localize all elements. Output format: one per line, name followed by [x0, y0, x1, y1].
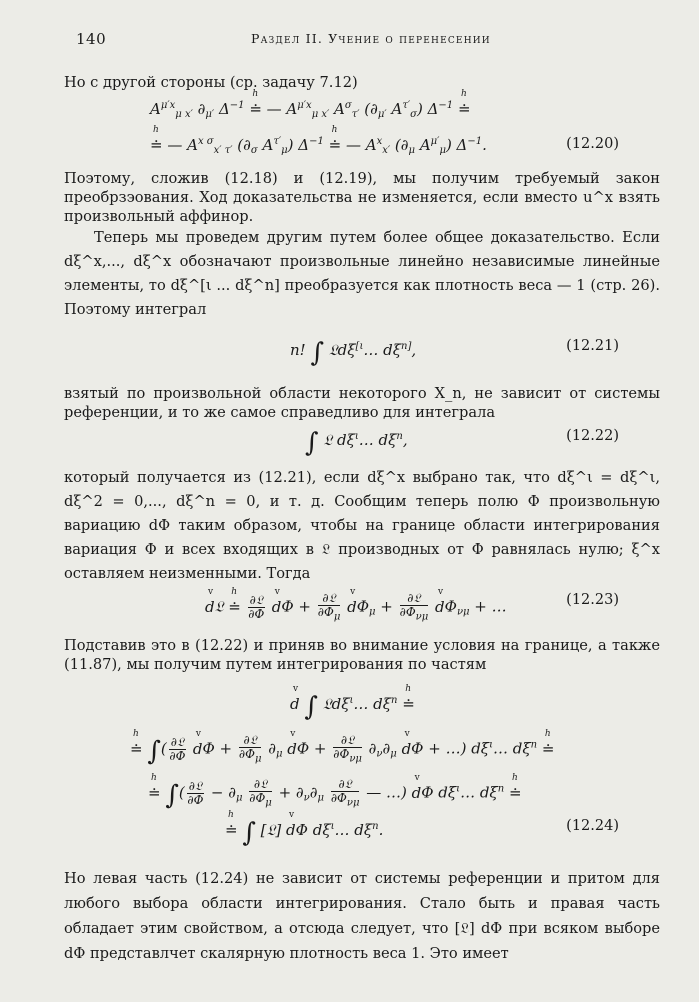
equation-12-24-line2: h ≐ ∫( $\frac{\text{∂𝔏}}{\partial\Phi}$ v dΦ + $\frac{\text{∂𝔏}}{\partial\Phi_\mu}$ $\partial_\mu$ v dΦ + $\frac{\text{∂𝔏}}{\partial\Phi_{\nu\mu}}$ $\partial_\nu\partial_\mu$ v dΦ + …) $d\xi^\iota\dots$ $d\xi^n$ h ≐: [130, 734, 554, 767]
equation-number-12-20: (12.20): [566, 136, 619, 152]
equation-12-24-line3: h ≐ ∫( $\frac{\text{∂𝔏}}{\partial\Phi}$ − $\partial_\mu$ $\frac{\text{∂𝔏}}{\partial\Phi_\mu}$ + $\partial_\nu\partial_\mu$ $\frac{\text{∂𝔏}}{\partial\Phi_{\nu\mu}}$ — …) v dΦ $d\xi^\iota\dots$ $d\xi^n$ h ≐: [148, 778, 522, 811]
equation-number-12-22: (12.22): [566, 428, 619, 444]
equation-12-22: ∫ 𝔏 $d\xi^\iota\dots$ $d\xi^n$, (12.22): [305, 428, 619, 458]
equation-12-21: n! ∫ 𝔏dξ$^{[\iota}$… $d\xi^{n]}$, (12.21): [290, 338, 619, 368]
paragraph-5: который получается из (12.21), если dξ^x выбрано так, что dξ^ι = dξ^ι, dξ^2 = 0,..., dξ^n = 0, и т. д. Сообщим теперь полю Φ произвольную вариацию dΦ таким образом, чтобы на границе области интегрирования вариация Φ и всех входящих в 𝔏 производных от Φ равнялась нулю; ξ^x оставляем неизменными. Тогда: [64, 469, 660, 582]
equation-number-12-23: (12.23): [566, 592, 619, 608]
equation-12-24-line1: v d ∫ 𝔏dξ$^\iota$… $d\xi^n$ h ≐: [290, 692, 415, 722]
equation-12-23: v d𝔏 h ≐ $\frac{\text{∂𝔏}}{\partial\Phi}$ v dΦ + $\frac{\text{∂𝔏}}{\partial\Phi_\mu}$ v $d\Phi_\mu$ + $\frac{\text{∂𝔏}}{\partial\Phi_{\nu\mu}}$ v $d\Phi_{\nu\mu}$ + … (12.23): [205, 592, 659, 623]
page-number: 140: [76, 30, 107, 48]
equation-12-20-line1: $A^{\mu'x}_{\mu x'}$ $\partial_{\mu'}$ $\Delta^{-1}$ h ≐ — $A^{\mu'x}_{\mu x'}$ $A^\sigma_{\tau'}$ ($\partial_{\mu'}$ $A^{\tau'}_\sigma$) $\Delta^{-1}$ h ≐: [150, 100, 471, 120]
paragraph-6: Подставив это в (12.22) и приняв во внимание условия на границе, а также (11.87), мы получим путем интегрирования по частям: [64, 637, 660, 673]
page-header: [76, 30, 659, 52]
paragraph-4: взятый по произвольной области некоторого X_n, не зависит от системы референции, и то же самое справедливо для интеграла: [64, 385, 660, 421]
equation-number-12-21: (12.21): [566, 338, 619, 354]
paragraph-7: Но левая часть (12.24) не зависит от системы референции и притом для любого выбора области интегрирования. Стало быть и правая часть обладает этим свойством, а отсюда следует, что [𝔏] dΦ при всяком выборе dΦ представлчет скалярную плотность веса 1. Это имеет: [64, 870, 660, 962]
running-head: Раздел II. Учение о перенесении: [251, 31, 491, 46]
paragraph-1: Но с другой стороны (ср. задачу 7.12): [64, 74, 358, 91]
equation-12-24-line4: h ≐ ∫ [𝔏] v dΦ $d\xi^\iota\dots$ $d\xi^n$. (12.24): [225, 818, 659, 848]
equation-number-12-24: (12.24): [566, 818, 619, 834]
paragraph-2: Поэтому, сложив (12.18) и (12.19), мы получим требуемый закон преобрзэования. Ход доказательства не изменяется, если вместо u^x взять произвольный аффинор.: [64, 170, 660, 225]
paragraph-3: Теперь мы проведем другим путем более общее доказательство. Если dξ^x,..., dξ^x обозначают произвольные линейно независимые линейные элементы, то dξ^[ι ... dξ^n] преобразуется как плотность веса — 1 (стр. 26). Поэтому интеграл: [64, 229, 660, 318]
equation-12-20-line2: h ≐ — $A^{x \sigma}_{x' \tau'}$ ($\partial_\sigma$ $A^{\tau'}_\mu$) $\Delta^{-1}$ h ≐ — $A^x_{x'}$ ($\partial_\mu$ $A^{\mu'}_\mu$) $\Delta^{-1}$. (12.20): [150, 136, 659, 156]
